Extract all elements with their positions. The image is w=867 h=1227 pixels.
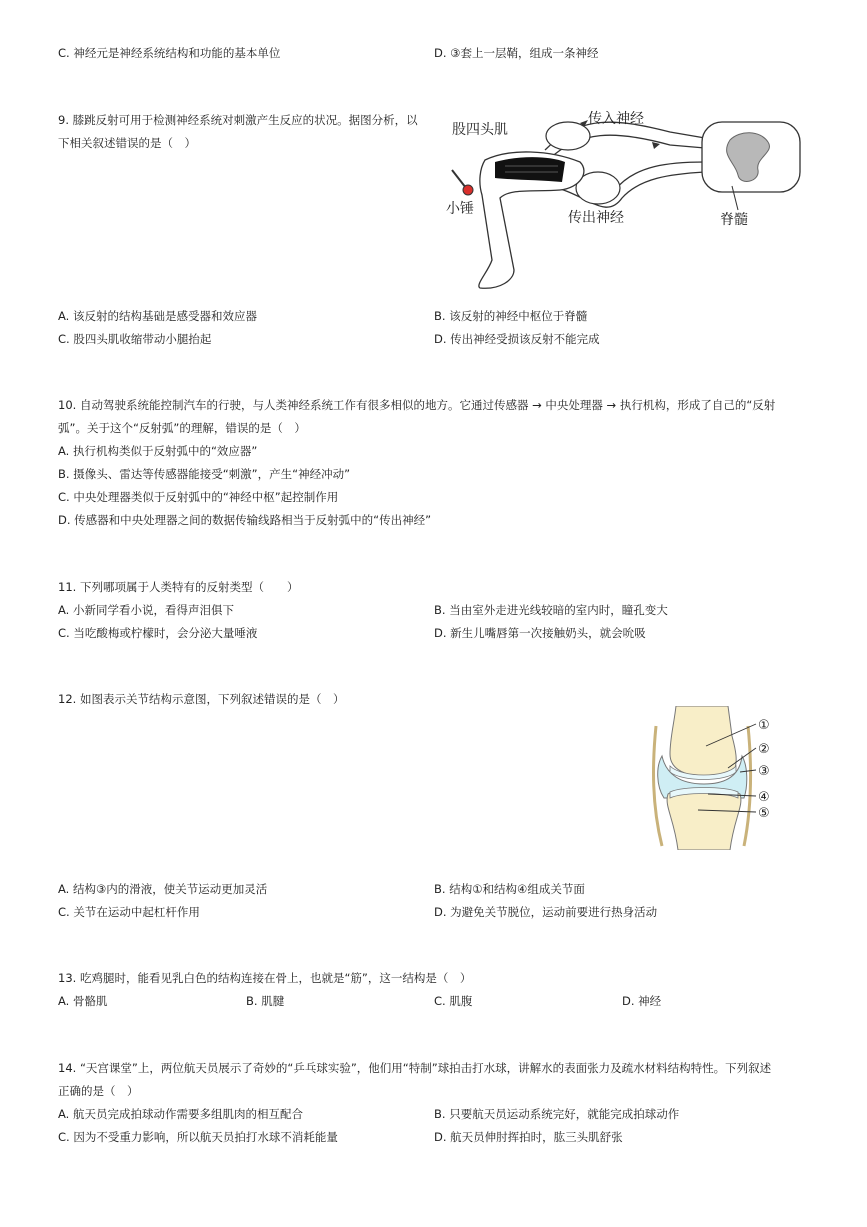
q11-option-c: C. 当吃酸梅或柠檬时，会分泌大量唾液 xyxy=(58,626,258,640)
label-hammer: 小锤 xyxy=(446,201,474,217)
q13-option-a: A. 骨骼肌 xyxy=(58,994,108,1008)
q9-option-d: D. 传出神经受损该反射不能完成 xyxy=(434,332,600,346)
q13-option-b: B. 肌腱 xyxy=(246,994,285,1008)
label-quadriceps: 股四头肌 xyxy=(452,122,508,138)
q12-stem: 12. 如图表示关节结构示意图，下列叙述错误的是（ ） xyxy=(58,692,345,706)
q12-option-b: B. 结构①和结构④组成关节面 xyxy=(434,882,585,896)
joint-diagram xyxy=(648,706,783,850)
label-1: ① xyxy=(758,718,770,733)
q14-stem-line2: 正确的是（ ） xyxy=(58,1084,139,1098)
q12-option-a: A. 结构③内的滑液，使关节运动更加灵活 xyxy=(58,882,268,896)
q13-option-d: D. 神经 xyxy=(622,994,662,1008)
q14-stem-line1: 14. “天宫课堂”上，两位航天员展示了奇妙的“乒乓球实验”，他们用“特制”球拍击打水球，讲解水的表面张力及疏水材料结构特性。下列叙述 xyxy=(58,1061,772,1075)
q10-option-c: C. 中央处理器类似于反射弧中的“神经中枢”起控制作用 xyxy=(58,490,339,504)
q14-option-c: C. 因为不受重力影响，所以航天员拍打水球不消耗能量 xyxy=(58,1130,338,1144)
q10-option-a: A. 执行机构类似于反射弧中的“效应器” xyxy=(58,444,258,458)
q9-option-b: B. 该反射的神经中枢位于脊髓 xyxy=(434,309,588,323)
q11-stem: 11. 下列哪项属于人类特有的反射类型（ ） xyxy=(58,580,299,594)
q9-stem-line2: 下相关叙述错误的是（ ） xyxy=(58,136,196,150)
label-3: ③ xyxy=(758,764,770,779)
label-spinal-cord: 脊髓 xyxy=(720,212,748,228)
q8-option-c: C. 神经元是神经系统结构和功能的基本单位 xyxy=(58,46,281,60)
q12-option-d: D. 为避免关节脱位，运动前要进行热身活动 xyxy=(434,905,658,919)
quadriceps xyxy=(495,157,565,182)
q11-option-d: D. 新生儿嘴唇第一次接触奶头，就会吮吸 xyxy=(434,626,646,640)
q13-option-c: C. 肌腹 xyxy=(434,994,473,1008)
label-afferent-nerve: 传入神经 xyxy=(588,111,644,127)
q11-option-a: A. 小新同学看小说，看得声泪俱下 xyxy=(58,603,234,617)
label-5: ⑤ xyxy=(758,806,770,821)
q8-option-d: D. ③套上一层鞘，组成一条神经 xyxy=(434,46,599,60)
lower-bone xyxy=(667,788,741,850)
q10-option-b: B. 摄像头、雷达等传感器能接受“刺激”，产生“神经冲动” xyxy=(58,467,351,481)
q14-option-d: D. 航天员伸肘挥拍时，肱三头肌舒张 xyxy=(434,1130,623,1144)
q9-option-c: C. 股四头肌收缩带动小腿抬起 xyxy=(58,332,212,346)
label-efferent-nerve: 传出神经 xyxy=(568,210,624,226)
q13-stem: 13. 吃鸡腿时，能看见乳白色的结构连接在骨上，也就是“筋”，这一结构是（ ） xyxy=(58,971,472,985)
q9-stem-line1: 9. 膝跳反射可用于检测神经系统对刺激产生反应的状况。据图分析，以 xyxy=(58,113,418,127)
q14-option-a: A. 航天员完成拍球动作需要多组肌肉的相互配合 xyxy=(58,1107,303,1121)
q14-option-b: B. 只要航天员运动系统完好，就能完成拍球动作 xyxy=(434,1107,680,1121)
q10-stem-line2: 弧”。关于这个“反射弧”的理解，错误的是（ ） xyxy=(58,421,306,435)
q10-option-d: D. 传感器和中央处理器之间的数据传输线路相当于反射弧中的“传出神经” xyxy=(58,513,432,527)
knee-reflex-diagram xyxy=(440,100,805,295)
upper-bone xyxy=(670,706,736,778)
label-4: ④ xyxy=(758,790,770,805)
q9-option-a: A. 该反射的结构基础是感受器和效应器 xyxy=(58,309,257,323)
q12-option-c: C. 关节在运动中起杠杆作用 xyxy=(58,905,200,919)
q10-stem-line1: 10. 自动驾驶系统能控制汽车的行驶，与人类神经系统工作有很多相似的地方。它通过传感器 → 中央处理器 → 执行机构，形成了自己的“反射 xyxy=(58,398,776,412)
label-2: ② xyxy=(758,742,770,757)
q11-option-b: B. 当由室外走进光线较暗的室内时，瞳孔变大 xyxy=(434,603,668,617)
